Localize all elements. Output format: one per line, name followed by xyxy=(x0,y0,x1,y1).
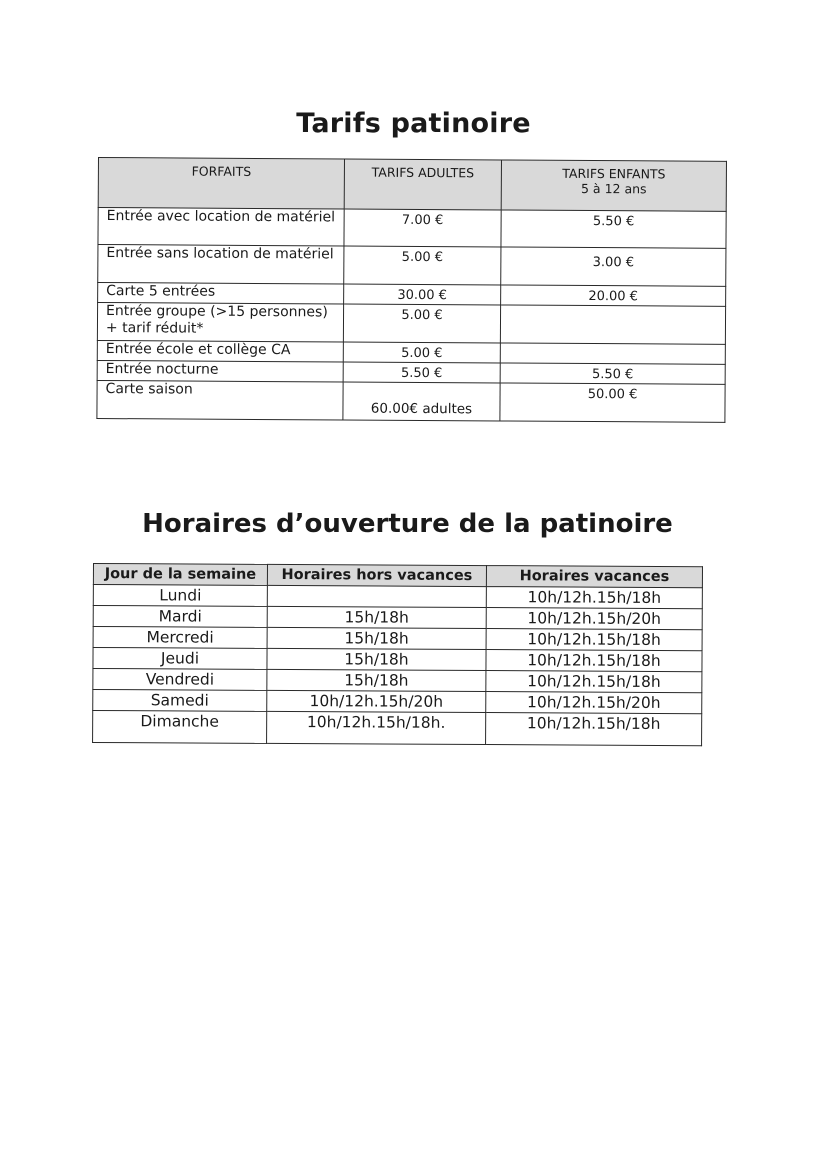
jour-cell: Lundi xyxy=(93,585,267,607)
vacances-cell: 10h/12h.15h/18h xyxy=(486,629,702,651)
tarifs-title: Tarifs patinoire xyxy=(296,108,531,139)
tarifs-table xyxy=(96,157,727,423)
horaires-title: Horaires d’ouverture de la patinoire xyxy=(142,509,673,539)
table-row xyxy=(93,669,702,693)
hors-vacances-cell: 15h/18h xyxy=(267,669,486,691)
table-row xyxy=(93,627,702,651)
vacances-cell: 10h/12h.15h/20h xyxy=(486,692,702,714)
tarif-enfant xyxy=(500,343,725,364)
vacances-cell: 10h/12h.15h/20h xyxy=(486,608,702,630)
header-tarifs-enfants: TARIFS ENFANTS 5 à 12 ans xyxy=(501,160,726,211)
header-jour: Jour de la semaine xyxy=(93,564,267,586)
vacances-cell: 10h/12h.15h/18h xyxy=(486,587,702,609)
jour-cell: Mardi xyxy=(93,606,267,628)
jour-cell: Samedi xyxy=(93,690,267,712)
tarif-enfant: 20.00 € xyxy=(501,285,726,306)
hors-vacances-cell: 15h/18h xyxy=(267,606,486,628)
table-row xyxy=(98,245,726,287)
tarif-enfant: 5.50 € xyxy=(501,210,726,248)
forfait-label: Entrée avec location de matériel xyxy=(98,208,344,247)
vacances-cell: 10h/12h.15h/18h xyxy=(486,650,702,672)
header-tarifs-adultes: TARIFS ADULTES xyxy=(344,159,501,210)
tarif-adulte: 60.00€ adultes xyxy=(343,382,500,421)
hors-vacances-cell xyxy=(267,585,486,607)
tarif-adulte: 5.00 € xyxy=(343,304,500,343)
forfait-label: Entrée groupe (>15 personnes) + tarif réduit* xyxy=(97,303,343,343)
jour-cell: Jeudi xyxy=(93,648,267,670)
table-row xyxy=(93,690,702,714)
jour-cell: Vendredi xyxy=(93,669,267,691)
hors-vacances-cell: 10h/12h.15h/20h xyxy=(267,690,486,712)
forfait-label: Carte 5 entrées xyxy=(98,283,344,305)
header-vacances: Horaires vacances xyxy=(486,566,702,588)
vacances-cell: 10h/12h.15h/18h xyxy=(486,713,702,746)
table-row xyxy=(93,606,702,630)
vacances-cell: 10h/12h.15h/18h xyxy=(486,671,702,693)
tarif-adulte: 5.00 € xyxy=(344,246,501,285)
table-row xyxy=(93,711,702,746)
table-row xyxy=(97,380,725,422)
jour-cell: Dimanche xyxy=(93,711,267,744)
forfait-label: Entrée sans location de matériel xyxy=(98,245,344,285)
hors-vacances-cell: 10h/12h.15h/18h. xyxy=(267,711,486,744)
header-hors-vacances: Horaires hors vacances xyxy=(267,564,486,586)
forfait-label: Carte saison xyxy=(97,380,343,420)
tarif-enfant: 5.50 € xyxy=(500,363,725,384)
table-row xyxy=(93,648,702,672)
hors-vacances-cell: 15h/18h xyxy=(267,648,486,670)
hors-vacances-cell: 15h/18h xyxy=(267,627,486,649)
tarifs-header-row xyxy=(98,158,726,212)
tarif-adulte: 5.00 € xyxy=(343,342,500,363)
tarif-adulte: 5.50 € xyxy=(343,362,500,383)
tarif-enfant xyxy=(500,305,725,344)
tarif-enfant: 3.00 € xyxy=(501,247,726,286)
jour-cell: Mercredi xyxy=(93,627,267,649)
forfait-label: Entrée école et collège CA xyxy=(97,340,343,362)
tarif-adulte: 30.00 € xyxy=(344,284,501,305)
table-row xyxy=(93,585,702,609)
header-forfaits: FORFAITS xyxy=(98,158,344,210)
horaires-table xyxy=(92,563,703,746)
table-row xyxy=(97,303,725,345)
tarif-enfant: 50.00 € xyxy=(500,383,725,422)
forfait-label: Entrée nocturne xyxy=(97,360,343,382)
tarif-adulte: 7.00 € xyxy=(344,209,501,247)
table-row xyxy=(98,208,726,249)
